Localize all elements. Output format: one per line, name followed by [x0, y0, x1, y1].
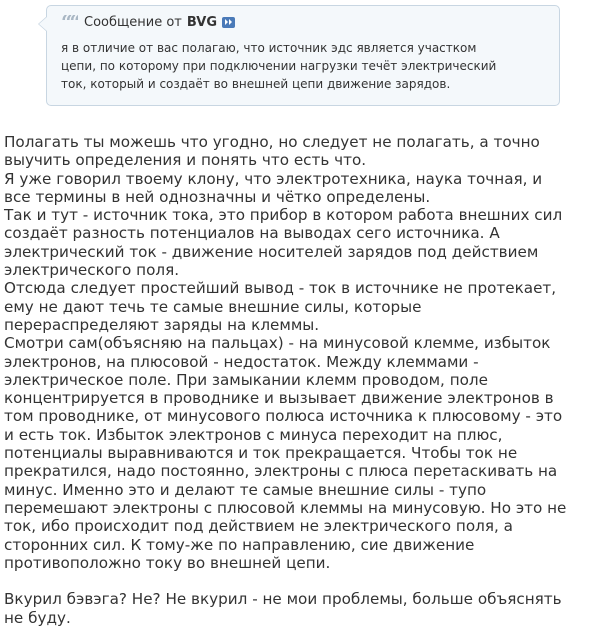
post-line: противоположно току во внешней цепи. [4, 553, 331, 572]
post-line: электрическое поле. При замыкании клемм проводом, поле [4, 370, 488, 389]
post-line: ток, ибо происходит под действием не электрического поля, а [4, 517, 513, 536]
view-post-icon[interactable] [222, 17, 235, 28]
quote-header [61, 13, 545, 31]
post-line: Полагать ты можешь что угодно, но следует не полагать, а точно [4, 133, 540, 151]
quote-line: я в отличие от вас полагаю, что источник эдс является участком [61, 41, 477, 55]
post-line: перемешают электроны с плюсовой клеммы на минусовую. Но это не [4, 498, 567, 517]
quote-header-prefix: Сообщение от [84, 14, 182, 30]
quote-text [61, 39, 545, 93]
post-line: и есть ток. Избыток электронов с минуса переходит на плюс, [4, 425, 503, 444]
quote-box [46, 5, 560, 106]
post-line: электронов, на плюсовой - недостаток. Между клеммами - [4, 352, 479, 371]
post-line: Отсюда следует простейший вывод - ток в источнике не протекает, [4, 279, 557, 298]
post-line: сторонних сил. К тому-же по направлению, сие движение [4, 535, 475, 554]
post-line: Я уже говорил твоему клону, что электротехника, наука точная, и [4, 169, 543, 188]
post-line: концентрируется в проводнике и вызывает движение электронов в [4, 389, 554, 408]
post-line: все термины в ней однозначны и чётко определены. [4, 187, 431, 206]
paragraph-gap [4, 572, 604, 590]
quote-line: цепи, по которому при подключении нагрузки течёт электрический [61, 59, 497, 73]
post-line: не буду. [4, 608, 71, 627]
post-line: электрический ток - движение носителей зарядов под действием [4, 242, 539, 261]
post-line: создаёт разность потенциалов на выводах сего источника. А [4, 224, 500, 243]
post-line: электрического поля. [4, 261, 180, 280]
quote-author[interactable]: BVG [186, 14, 217, 30]
quote-line: ток, который и создаёт во внешней цепи движение зарядов. [61, 77, 451, 91]
post-line: минус. Именно это и делают те самые внешние силы - тупо [4, 480, 487, 499]
post-line: Смотри сам(объясняю на пальцах) - на минусовой клемме, избыток [4, 334, 551, 353]
post-line: выучить определения и понять что есть что. [4, 151, 367, 170]
post-line: Так и тут - источник тока, это прибор в котором работа внешних сил [4, 206, 563, 225]
post-line: ему не дают течь те самые внешние силы, которые [4, 297, 422, 316]
quote-marks-icon: ““ [61, 15, 79, 29]
quote-pointer [38, 16, 47, 32]
post-line: том проводнике, от минусового полюса источника к плюсовому - это [4, 407, 563, 426]
post-line: потенциалы выравниваются и ток прекращается. Чтобы ток не [4, 444, 518, 463]
post-line: Вкурил бэвэга? Не? Не вкурил - не мои проблемы, больше объяснять [4, 590, 562, 609]
post-line: прекратился, надо постоянно, электроны с плюса перетаскивать на [4, 462, 558, 481]
post-line: перераспределяют заряды на клеммы. [4, 315, 320, 334]
post-body [4, 133, 604, 627]
